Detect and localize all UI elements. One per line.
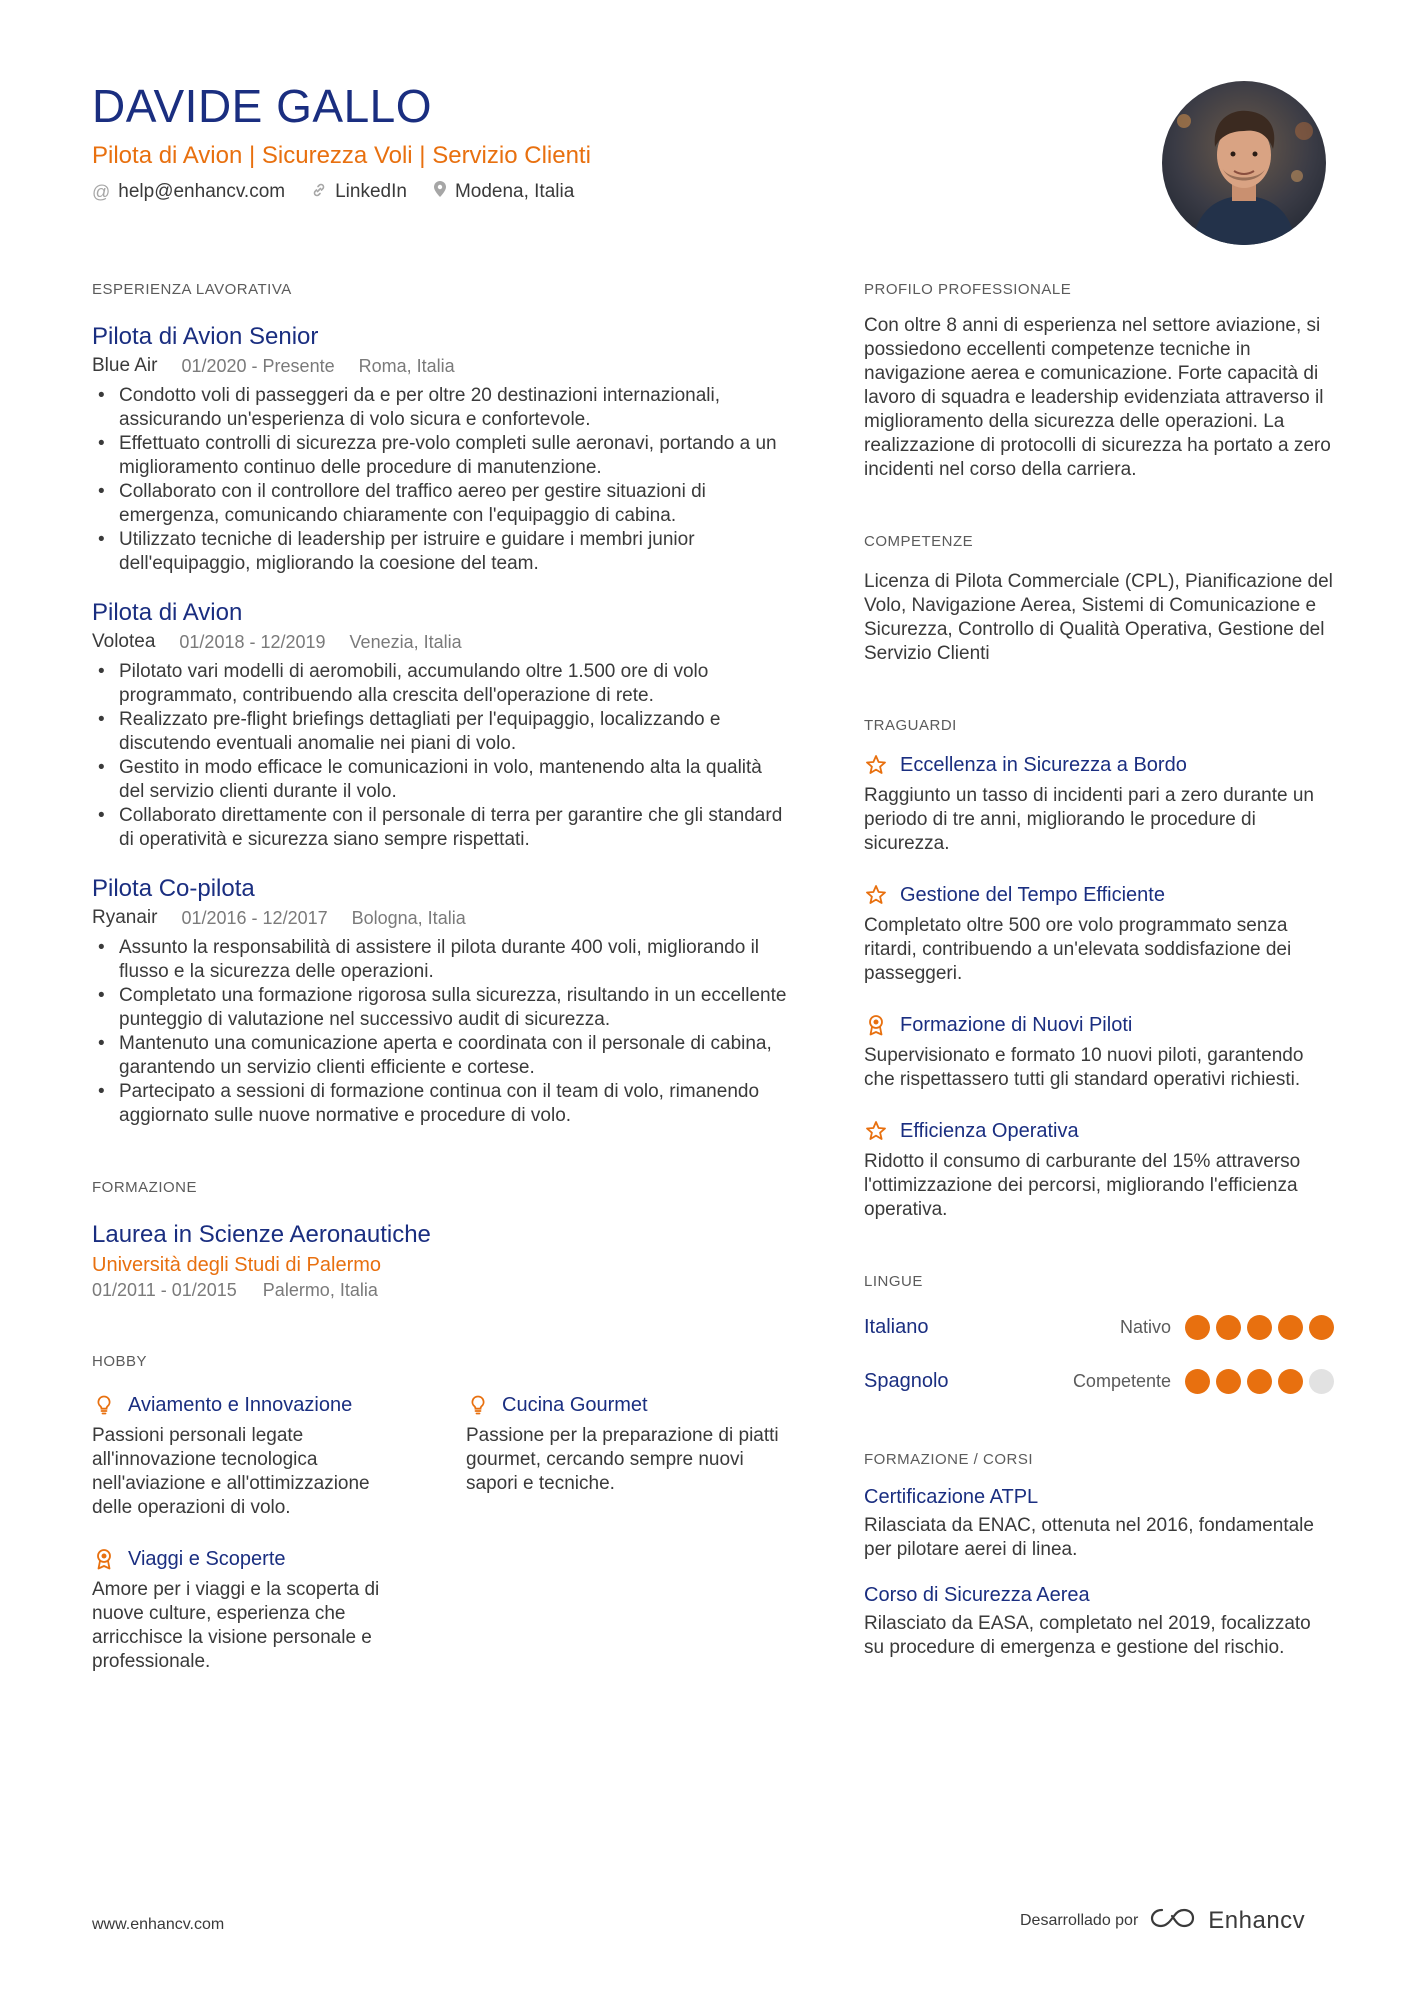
achievement-item: [864, 752, 1334, 856]
rating-dot-filled: [1216, 1315, 1241, 1340]
hobby-title: Cucina Gourmet: [502, 1394, 648, 1416]
job-bullet: • Gestito in modo efficace le comunicazioni in volo, mantenendo alta la qualità del servizio clienti durante il volo.: [92, 756, 792, 804]
at-icon: @: [92, 182, 111, 202]
candidate-tagline: Pilota di Avion | Sicurezza Voli | Servizio Clienti: [92, 142, 591, 169]
award-ribbon-icon: [92, 1548, 116, 1570]
job-bullet: • Realizzato pre-flight briefings dettagliati per l'equipaggio, localizzando e discutendo eventuali anomalie nei piani di volo.: [92, 708, 792, 756]
hobby-description: Passioni personali legate all'innovazione tecnologica nell'aviazione e all'ottimizzazione delle operazioni di volo.: [92, 1425, 370, 1518]
rating-dot-filled: [1278, 1369, 1303, 1394]
education-location: Palermo, Italia: [262, 1280, 378, 1300]
candidate-name: DAVIDE GALLO: [92, 80, 433, 132]
job-bullet: • Completato una formazione rigorosa sulla sicurezza, risultando in un eccellente punteggio di valutazione nel successivo audit di sicurezza.: [92, 984, 792, 1032]
hobby-item: [92, 1392, 466, 1520]
course-title: Corso di Sicurezza Aerea: [864, 1584, 1090, 1606]
contact-email-text: help@enhancv.com: [118, 181, 286, 202]
language-item: [864, 1362, 1334, 1400]
job-bullet: • Condotto voli di passeggeri da e per oltre 20 destinazioni internazionali, assicurando un'esperienza di volo sicura e confortevole.: [92, 384, 792, 432]
job-dates: 01/2016 - 12/2017: [181, 908, 328, 928]
brand-name: Enhancv: [1208, 1906, 1306, 1934]
achievement-description: Completato oltre 500 ore volo programmato senza ritardi, contribuendo a un'elevata soddisfazione dei passeggeri.: [864, 915, 1292, 984]
job-bullet: • Collaborato con il controllore del traffico aereo per gestire situazioni di emergenza, comunicando chiaramente con l'equipaggio di cabina.: [92, 480, 792, 528]
rating-dot-filled: [1247, 1369, 1272, 1394]
job-title: Pilota Co-pilota: [92, 875, 255, 902]
job-bullet: • Partecipato a sessioni di formazione continua con il team di volo, rimanendo aggiornato sulle nuove normative e procedure di volo.: [92, 1080, 792, 1128]
achievement-title-row: [864, 882, 1334, 908]
hobby-title: Aviamento e Innovazione: [128, 1394, 353, 1416]
job-location: Roma, Italia: [358, 356, 455, 376]
education-section-title: FORMAZIONE: [92, 1179, 197, 1196]
job-company: Volotea: [92, 631, 156, 652]
hobby-title-row: [92, 1546, 466, 1572]
course-description: Rilasciato da EASA, completato nel 2019, focalizzato su procedure di emergenza e gestione del rischio.: [864, 1613, 1311, 1658]
contact-location-text: Modena, Italia: [454, 181, 575, 202]
course-description: Rilasciata da ENAC, ottenuta nel 2016, fondamentale per pilotare aerei di linea.: [864, 1515, 1314, 1560]
achievement-description: Supervisionato e formato 10 nuovi piloti, garantendo che rispettassero tutti gli standard operativi richiesti.: [864, 1045, 1304, 1090]
job-meta: [92, 630, 792, 654]
rating-dot-filled: [1185, 1315, 1210, 1340]
rating-dot-filled: [1309, 1315, 1334, 1340]
contact-linkedin[interactable]: [311, 179, 407, 205]
left-column: [92, 280, 792, 1674]
job-entry: [92, 322, 792, 576]
rating-dot-filled: [1247, 1315, 1272, 1340]
skills-list: Licenza di Pilota Commerciale (CPL), Pianificazione del Volo, Navigazione Aerea, Sistemi di Comunicazione e Sicurezza, Controllo di Qualità Operativa, Gestione del Servizio Clienti: [864, 571, 1333, 664]
hobby-item: [466, 1392, 786, 1520]
job-bullet: • Assunto la responsabilità di assistere il pilota durante 400 voli, migliorando il flusso e la sicurezza delle operazioni.: [92, 936, 792, 984]
location-pin-icon: [433, 179, 447, 205]
job-bullets: [92, 384, 792, 576]
achievement-title: Efficienza Operativa: [900, 1120, 1079, 1142]
job-bullet: • Mantenuto una comunicazione aperta e coordinata con il personale di cabina, garantendo un servizio clienti efficiente e cortese.: [92, 1032, 792, 1080]
job-bullets: [92, 936, 792, 1128]
powered-by-label: Desarrollado por: [1020, 1911, 1139, 1929]
contact-location: [433, 179, 574, 205]
experience-section-title: ESPERIENZA LAVORATIVA: [92, 281, 292, 298]
rating-dot-filled: [1278, 1315, 1303, 1340]
achievements-section-title: TRAGUARDI: [864, 717, 957, 734]
hobby-title-row: [92, 1392, 466, 1418]
achievement-item: [864, 882, 1334, 986]
achievement-title-row: [864, 1012, 1334, 1038]
job-company: Ryanair: [92, 907, 158, 928]
hobbies-grid: [92, 1392, 792, 1674]
language-rating: [1185, 1369, 1334, 1394]
education-entry: [92, 1220, 792, 1302]
star-icon: [864, 1120, 888, 1142]
hobby-description: Amore per i viaggi e la scoperta di nuove culture, esperienza che arricchisce la visione personale e professionale.: [92, 1579, 380, 1672]
hobby-description: Passione per la preparazione di piatti gourmet, cercando sempre nuovi sapori e tecniche.: [466, 1425, 779, 1494]
course-item: [864, 1582, 1334, 1660]
profile-section-title: PROFILO PROFESSIONALE: [864, 281, 1072, 298]
language-name: Spagnolo: [864, 1369, 949, 1392]
right-column: [864, 280, 1334, 1660]
contact-linkedin-text: LinkedIn: [335, 181, 407, 202]
achievement-description: Ridotto il consumo di carburante del 15% attraverso l'ottimizzazione dei percorsi, migliorando l'efficienza operativa.: [864, 1151, 1301, 1220]
course-item: [864, 1484, 1334, 1562]
rating-dot-empty: [1309, 1369, 1334, 1394]
achievement-title: Eccellenza in Sicurezza a Bordo: [900, 754, 1187, 776]
job-title: Pilota di Avion: [92, 599, 243, 626]
education-dates: 01/2011 - 01/2015: [92, 1280, 237, 1300]
achievement-title-row: [864, 1118, 1334, 1144]
rating-dot-filled: [1185, 1369, 1210, 1394]
lightbulb-icon: [92, 1395, 116, 1415]
award-ribbon-icon: [864, 1014, 888, 1036]
resume-header: [92, 78, 1092, 205]
job-location: Bologna, Italia: [351, 908, 466, 928]
profile-photo: [1162, 81, 1326, 245]
footer-website[interactable]: www.enhancv.com: [92, 1916, 225, 1933]
rating-dot-filled: [1216, 1369, 1241, 1394]
language-name: Italiano: [864, 1315, 929, 1338]
course-title: Certificazione ATPL: [864, 1486, 1039, 1508]
achievement-item: [864, 1118, 1334, 1222]
job-company: Blue Air: [92, 355, 158, 376]
languages-section-title: LINGUE: [864, 1273, 923, 1290]
achievement-title: Formazione di Nuovi Piloti: [900, 1014, 1133, 1036]
job-entry: [92, 598, 792, 852]
star-icon: [864, 754, 888, 776]
job-bullet: • Utilizzato tecniche di leadership per istruire e guidare i membri junior dell'equipaggio, migliorando la coesione del team.: [92, 528, 792, 576]
job-bullet: • Collaborato direttamente con il personale di terra per garantire che gli standard di operatività e sicurezza siano sempre rispettati.: [92, 804, 792, 852]
star-icon: [864, 884, 888, 906]
language-item: [864, 1308, 1334, 1346]
skills-section-title: COMPETENZE: [864, 533, 974, 550]
job-meta: [92, 906, 792, 930]
job-bullets: [92, 660, 792, 852]
link-icon: [311, 179, 327, 205]
enhancv-logo-icon: [1150, 1906, 1196, 1935]
contact-list: [92, 179, 1092, 205]
job-location: Venezia, Italia: [349, 632, 462, 652]
hobby-title-row: [466, 1392, 786, 1418]
job-dates: 01/2020 - Presente: [181, 356, 335, 376]
language-level: Nativo: [1119, 1316, 1171, 1337]
education-degree: Laurea in Scienze Aeronautiche: [92, 1221, 431, 1248]
footer-branding: [1020, 1906, 1305, 1935]
hobby-title: Viaggi e Scoperte: [128, 1548, 286, 1570]
courses-section-title: FORMAZIONE / CORSI: [864, 1451, 1034, 1468]
achievement-title-row: [864, 752, 1334, 778]
lightbulb-icon: [466, 1395, 490, 1415]
contact-email[interactable]: [92, 179, 285, 205]
education-meta: [92, 1278, 792, 1302]
achievement-description: Raggiunto un tasso di incidenti pari a zero durante un periodo di tre anni, migliorando le procedure di sicurezza.: [864, 785, 1314, 854]
job-entry: [92, 874, 792, 1128]
job-meta: [92, 354, 792, 378]
hobbies-section-title: HOBBY: [92, 1353, 148, 1370]
profile-summary: Con oltre 8 anni di esperienza nel settore aviazione, si possiedono eccellenti competenze tecniche in navigazione aerea e comunicazione. Forte capacità di lavoro di squadra e leadership evidenziata attraverso il miglioramento della sicurezza delle operazioni. La realizzazione di protocolli di sicurezza ha portato a zero incidenti nel corso della carriera.: [864, 315, 1331, 480]
language-level: Competente: [1072, 1370, 1171, 1391]
achievement-item: [864, 1012, 1334, 1092]
job-bullet: • Pilotato vari modelli di aeromobili, accumulando oltre 1.500 ore di volo programmato, contribuendo alla crescita dell'operazione di rete.: [92, 660, 792, 708]
job-dates: 01/2018 - 12/2019: [179, 632, 326, 652]
job-bullet: • Effettuato controlli di sicurezza pre-volo completi sulle aeronavi, portando a un miglioramento continuo delle procedure di manutenzione.: [92, 432, 792, 480]
achievement-title: Gestione del Tempo Efficiente: [900, 884, 1165, 906]
job-title: Pilota di Avion Senior: [92, 323, 319, 350]
language-rating: [1185, 1315, 1334, 1340]
hobby-item: [92, 1546, 466, 1674]
education-school: Università degli Studi di Palermo: [92, 1254, 382, 1276]
